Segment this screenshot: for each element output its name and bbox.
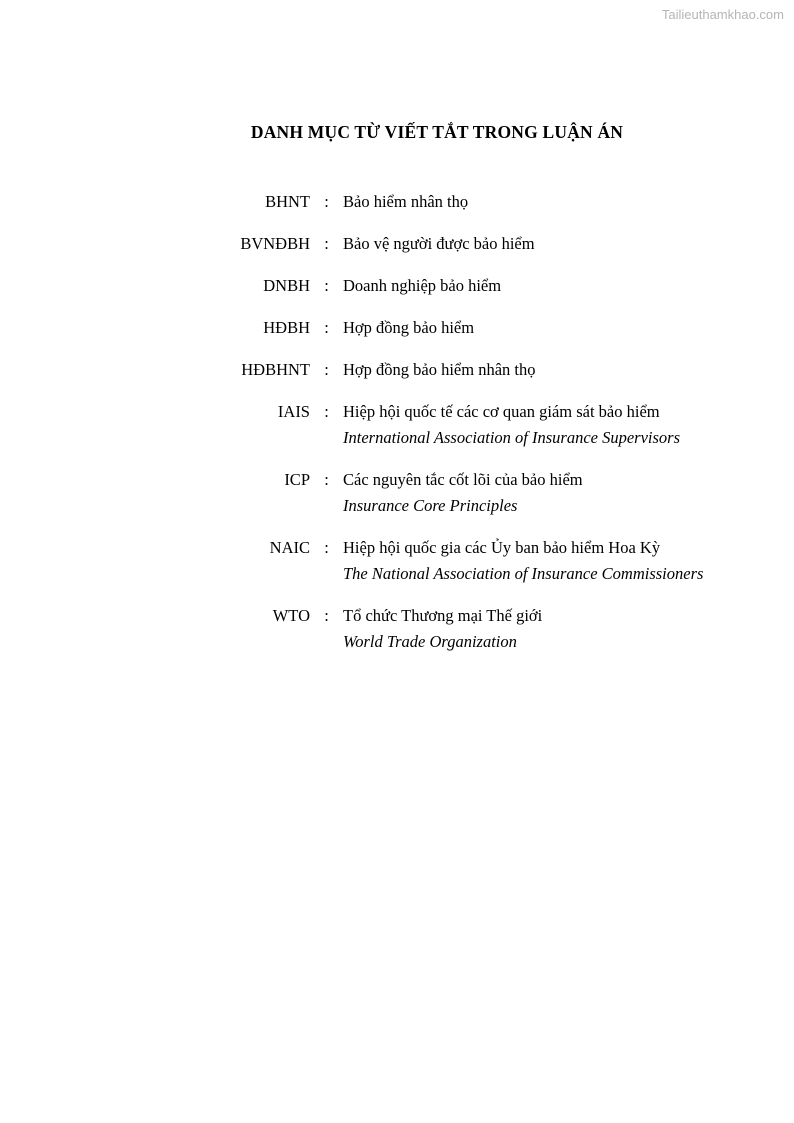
abbreviation-meaning <box>343 399 734 451</box>
abbreviation-code: WTO <box>272 606 310 625</box>
abbreviation-meaning <box>343 273 734 299</box>
abbreviation-definition: Bảo hiểm nhân thọ <box>343 192 469 211</box>
abbreviation-row <box>104 399 734 451</box>
abbreviation-meaning <box>343 535 734 587</box>
colon-separator: : <box>324 402 329 421</box>
abbreviation-row <box>104 467 734 519</box>
page-title: DANH MỤC TỪ VIẾT TẮT TRONG LUẬN ÁN <box>250 122 624 142</box>
abbreviation-code: ICP <box>284 470 310 489</box>
abbreviation-meaning <box>343 357 734 383</box>
abbreviation-definition: Doanh nghiệp bảo hiểm <box>343 276 502 295</box>
abbreviation-meaning <box>343 231 734 257</box>
abbreviation-row <box>104 189 734 215</box>
abbreviation-row <box>104 357 734 383</box>
abbreviation-code: HĐBH <box>263 318 310 337</box>
abbreviation-code: NAIC <box>269 538 310 557</box>
abbreviation-code: HĐBHNT <box>241 360 310 379</box>
abbreviation-definition: Hợp đồng bảo hiểm <box>343 318 475 337</box>
abbreviation-definition: Các nguyên tắc cốt lõi của bảo hiểm <box>343 470 583 489</box>
abbreviation-row <box>104 315 734 341</box>
abbreviation-list <box>0 189 794 655</box>
abbreviation-code: BVNĐBH <box>240 234 310 253</box>
abbreviation-english-name: World Trade Organization <box>343 632 517 651</box>
abbreviation-row <box>104 535 734 587</box>
abbreviation-row <box>104 603 734 655</box>
abbreviation-definition: Hiệp hội quốc gia các Ủy ban bảo hiểm Hoa Kỳ <box>343 538 661 557</box>
colon-separator: : <box>324 276 329 295</box>
abbreviation-code: DNBH <box>263 276 310 295</box>
abbreviation-row <box>104 273 734 299</box>
abbreviation-english-name: Insurance Core Principles <box>343 496 518 515</box>
abbreviation-definition: Hiệp hội quốc tế các cơ quan giám sát bảo hiểm <box>343 402 660 421</box>
abbreviation-meaning <box>343 315 734 341</box>
abbreviation-definition: Hợp đồng bảo hiểm nhân thọ <box>343 360 536 379</box>
abbreviation-meaning <box>343 189 734 215</box>
colon-separator: : <box>324 192 329 211</box>
abbreviation-definition: Bảo vệ người được bảo hiểm <box>343 234 535 253</box>
abbreviation-english-name: The National Association of Insurance Commissioners <box>343 564 704 583</box>
colon-separator: : <box>324 318 329 337</box>
colon-separator: : <box>324 234 329 253</box>
abbreviation-meaning <box>343 467 734 519</box>
abbreviation-code: IAIS <box>277 402 310 421</box>
abbreviation-definition: Tổ chức Thương mại Thế giới <box>343 606 543 625</box>
colon-separator: : <box>324 360 329 379</box>
colon-separator: : <box>324 470 329 489</box>
colon-separator: : <box>324 606 329 625</box>
abbreviation-row <box>104 231 734 257</box>
abbreviation-code: BHNT <box>265 192 310 211</box>
site-watermark: Tailieuthamkhao.com <box>661 7 784 22</box>
abbreviation-meaning <box>343 603 734 655</box>
abbreviation-english-name: International Association of Insurance Supervisors <box>343 428 681 447</box>
colon-separator: : <box>324 538 329 557</box>
